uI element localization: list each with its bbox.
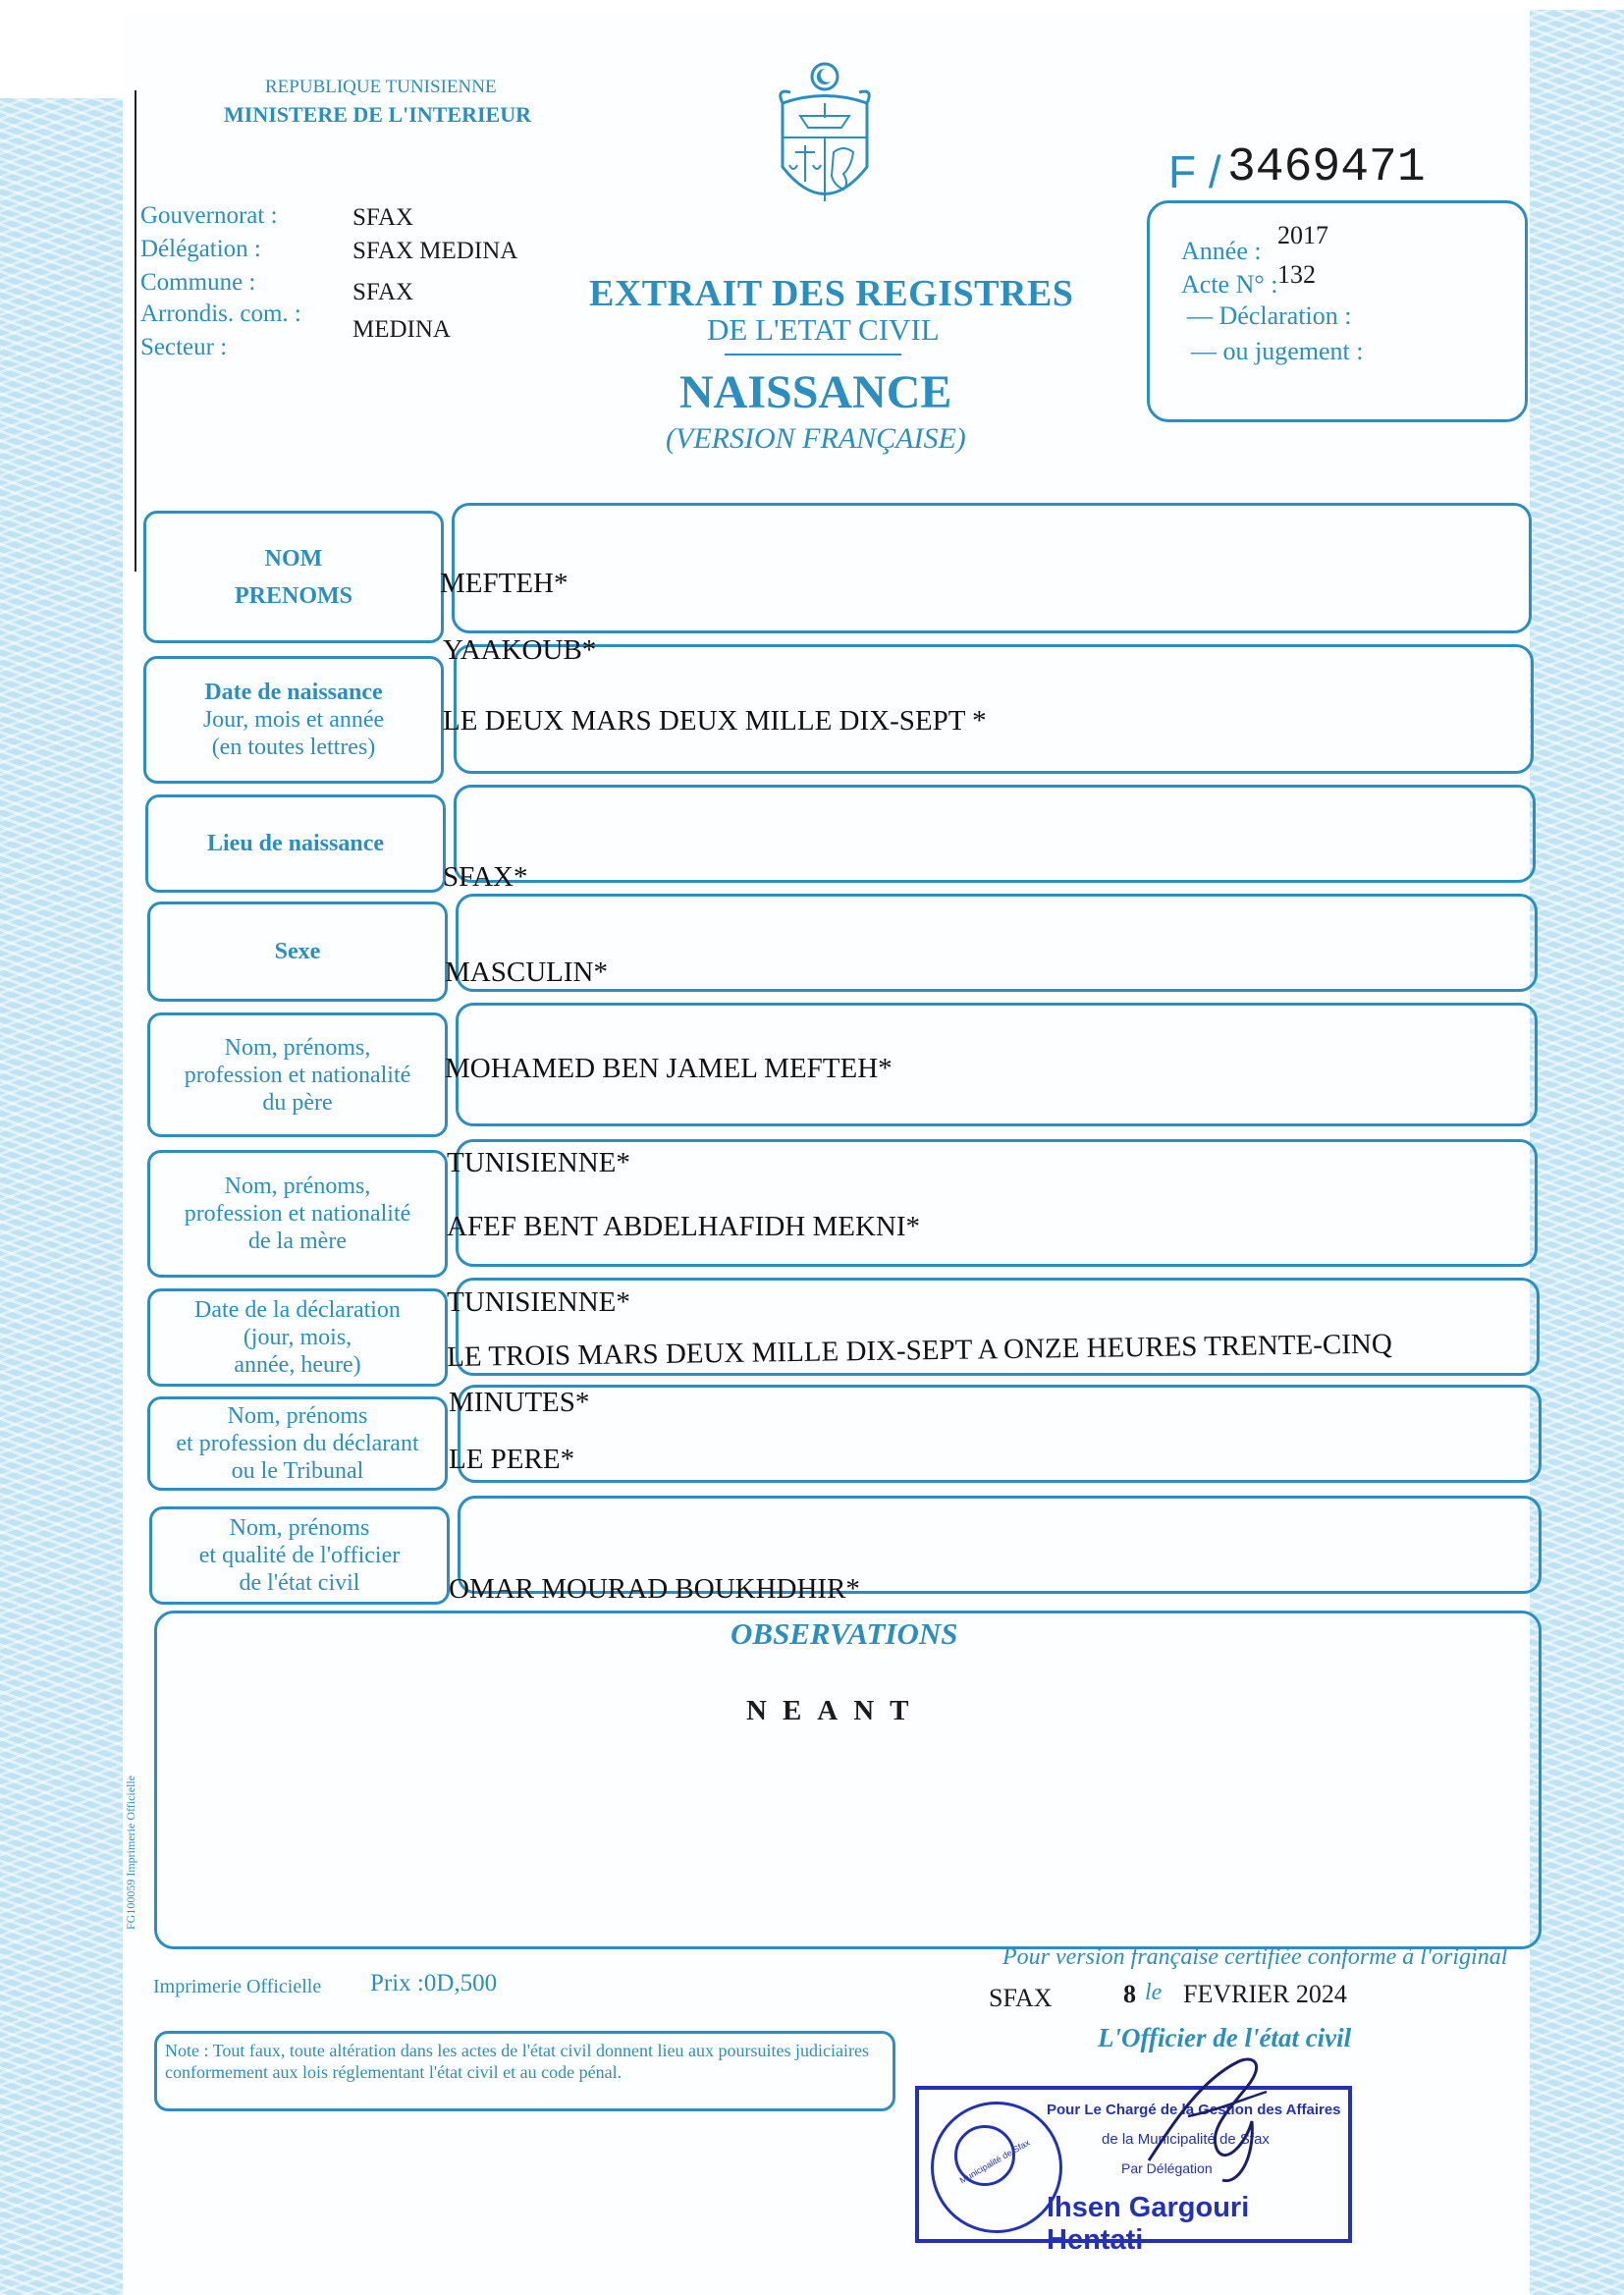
label-line: Nom, prénoms,	[224, 1174, 371, 1199]
officer-title: L'Officier de l'état civil	[1098, 2023, 1352, 2052]
label-line: Date de naissance	[204, 680, 383, 705]
label-line: et qualité de l'officier	[198, 1543, 401, 1568]
delegation-value: SFAX MEDINA	[352, 238, 518, 264]
label-line: de l'état civil	[239, 1570, 360, 1596]
declarant-value: LE PERE*	[449, 1444, 575, 1475]
value-box-sexe	[456, 894, 1538, 992]
commune-label: Commune :	[140, 269, 256, 296]
annee-value: 2017	[1277, 221, 1328, 249]
label-nom-prenoms	[143, 511, 444, 643]
value-box-declarant	[458, 1385, 1542, 1483]
side-printer-text: FG100059 Imprimerie Officielle	[124, 1775, 137, 1930]
label-line: année, heure)	[234, 1352, 361, 1378]
label-date-declaration	[147, 1288, 448, 1387]
ministry-heading: MINISTERE DE L'INTERIEUR	[224, 102, 531, 127]
officier-value: OMAR MOURAD BOUKHDHIR*	[449, 1573, 860, 1605]
label-line: Nom, prénoms	[227, 1403, 368, 1429]
serial-prefix: F /	[1168, 146, 1221, 197]
acte-box	[1147, 200, 1528, 422]
prenom-value: YAAKOUB*	[443, 634, 597, 666]
label-mere	[147, 1150, 448, 1278]
pere-name-value: MOHAMED BEN JAMEL MEFTEH*	[445, 1053, 893, 1084]
lieu-naissance-value: SFAX*	[443, 861, 528, 893]
margin-line	[135, 90, 136, 572]
label-line: ou le Tribunal	[231, 1458, 364, 1484]
secteur-label: Secteur :	[140, 334, 228, 360]
stamp-line-1: Pour Le Chargé de la Gestion des Affaires	[1047, 2102, 1341, 2118]
republic-heading: REPUBLIQUE TUNISIENNE	[265, 77, 497, 97]
label-line: NOM	[264, 545, 323, 572]
handwritten-signature	[1129, 2043, 1286, 2190]
mere-name-value: AFEF BENT ABDELHAFIDH MEKNI*	[447, 1211, 921, 1242]
arrondissement-label: Arrondis. com. :	[140, 301, 301, 327]
observations-text: NEANT	[746, 1695, 925, 1726]
nom-value: MEFTEH*	[440, 568, 568, 599]
observations-box	[154, 1611, 1542, 1949]
legal-note-text: Note : Tout faux, toute altération dans les actes de l'état civil donnent lieu aux poursuites judiciaires conformement aux lois réglementant l'état civil et au code pénal.	[165, 2041, 869, 2082]
label-line: de la mère	[248, 1229, 347, 1254]
issue-date: FEVRIER 2024	[1183, 1980, 1347, 2008]
date-declaration-continued: MINUTES*	[449, 1387, 590, 1418]
issue-day: 8	[1123, 1980, 1136, 2008]
serial-number: 3469471	[1227, 141, 1426, 194]
certified-statement: Pour version française certifiée conforme à l'original	[1002, 1944, 1508, 1970]
label-line: Date de la déclaration	[194, 1297, 401, 1323]
label-line: Lieu de naissance	[206, 831, 385, 856]
acte-number-label: Acte N° :	[1181, 270, 1278, 299]
pere-nationalite-value: TUNISIENNE*	[447, 1147, 630, 1178]
issue-place: SFAX	[989, 1984, 1053, 2012]
act-type-title: NAISSANCE	[679, 366, 952, 418]
stamp-name: Ihsen Gargouri Hentati	[1047, 2192, 1250, 2256]
declaration-label: — Déclaration :	[1187, 301, 1352, 330]
label-declarant	[147, 1396, 448, 1491]
label-line: profession et nationalité	[184, 1201, 411, 1227]
label-date-naissance	[143, 656, 444, 784]
mere-nationalite-value: TUNISIENNE*	[447, 1286, 630, 1318]
title-divider	[725, 354, 901, 355]
label-line: (en toutes lettres)	[211, 735, 376, 760]
acte-number-value: 132	[1277, 260, 1316, 289]
arrondissement-value: MEDINA	[352, 316, 451, 343]
jugement-label: — ou jugement :	[1191, 337, 1364, 365]
issue-le: le	[1145, 1980, 1163, 2005]
document-title: EXTRAIT DES REGISTRES	[589, 273, 1074, 314]
value-box-lieu	[454, 785, 1536, 883]
label-line: Jour, mois et année	[202, 707, 385, 733]
date-declaration-value: LE TROIS MARS DEUX MILLE DIX-SEPT A ONZE HEURES TRENTE-CINQ	[447, 1328, 1392, 1373]
label-pere	[147, 1012, 448, 1137]
commune-value: SFAX	[352, 279, 414, 305]
observations-title: OBSERVATIONS	[731, 1616, 958, 1651]
sexe-value: MASCULIN*	[445, 956, 608, 988]
label-line: profession et nationalité	[184, 1062, 411, 1088]
version-title: (VERSION FRANÇAISE)	[666, 422, 966, 455]
annee-label: Année :	[1181, 237, 1262, 265]
printer-label: Imprimerie Officielle	[153, 1976, 322, 1997]
label-line: Nom, prénoms,	[224, 1034, 371, 1061]
gouvernorat-value: SFAX	[352, 204, 414, 231]
label-line: (jour, mois,	[243, 1325, 352, 1350]
price-label: Prix :0D,500	[370, 1970, 498, 1996]
guilloche-border-right	[1526, 10, 1624, 2295]
document-subtitle: DE L'ETAT CIVIL	[707, 312, 940, 347]
stamp-line-3: Par Délégation	[1121, 2160, 1213, 2176]
gouvernorat-label: Gouvernorat :	[140, 202, 278, 229]
date-naissance-value: LE DEUX MARS DEUX MILLE DIX-SEPT *	[443, 705, 987, 737]
label-line: du père	[262, 1089, 333, 1116]
coat-of-arms-emblem	[771, 59, 879, 226]
label-line: et profession du déclarant	[176, 1431, 419, 1456]
label-sexe	[147, 902, 448, 1002]
label-line: PRENOMS	[235, 582, 352, 609]
guilloche-border-left	[0, 98, 123, 2295]
label-lieu-naissance	[145, 794, 446, 893]
value-box-nom	[452, 503, 1532, 633]
label-line: Sexe	[274, 939, 321, 964]
delegation-label: Délégation :	[140, 236, 261, 262]
stamp-line-2: de la Municipalité de Sfax	[1102, 2131, 1270, 2148]
label-line: Nom, prénoms	[229, 1515, 370, 1541]
label-officier	[149, 1506, 450, 1605]
seal-text: Municipalité de Sfax	[957, 2137, 1032, 2186]
